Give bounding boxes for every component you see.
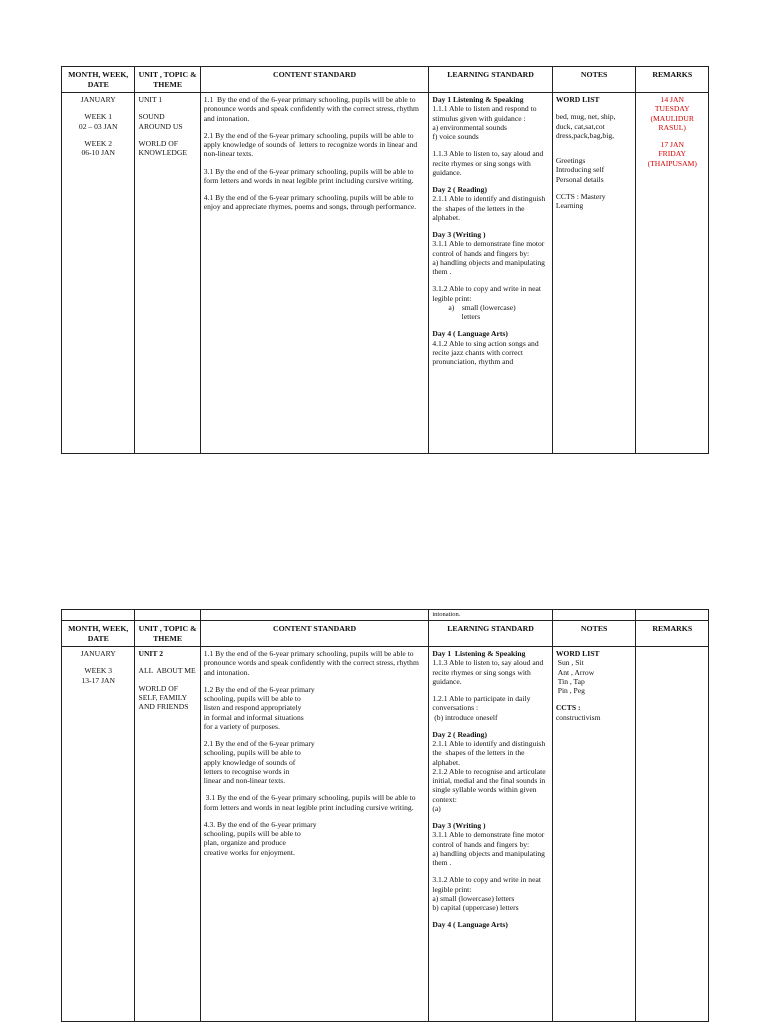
content-standard-cell bbox=[200, 647, 429, 1022]
topic-label: ALL ABOUT ME bbox=[138, 666, 196, 676]
date-range: 06-10 JAN bbox=[81, 148, 115, 157]
header-row bbox=[62, 621, 709, 647]
header-month: MONTH, WEEK, DATE bbox=[62, 621, 135, 647]
learning-standard-item: Day 1 Listening & Speaking bbox=[432, 95, 524, 104]
content-standard-item: 4.1 By the end of the 6-year primary schooling, pupils will be able to enjoy and appreciate rhymes, poems and songs, through performance. bbox=[203, 193, 417, 212]
learning-standard-item: a) handling objects and manipulating them . bbox=[432, 257, 547, 276]
learning-standard-item: Day 2 ( Reading) bbox=[432, 729, 487, 739]
content-standard-item: plan, organize and produce bbox=[203, 838, 286, 848]
unit-topic-cell bbox=[135, 93, 200, 454]
month-week-cell bbox=[62, 647, 135, 1022]
notes-item: Personal details bbox=[555, 174, 604, 184]
remarks-cell bbox=[636, 647, 709, 1022]
content-standard-item: schooling, pupils will be able to bbox=[203, 748, 301, 758]
notes-item: Sun , Sit bbox=[555, 658, 584, 668]
learning-standard-item: 3.1.2 Able to copy and write in neat bbox=[432, 875, 541, 885]
unit-label: UNIT 1 bbox=[138, 95, 163, 104]
content-standard-item: for a variety of purposes. bbox=[203, 721, 280, 731]
header-learning: LEARNING STANDARD bbox=[429, 621, 552, 647]
learning-standard-item: Day 1 Listening & Speaking bbox=[432, 649, 526, 658]
learning-standard-item: 2.1.1 Able to identify and distinguish the shapes of the letters in the alphabet. bbox=[432, 194, 548, 222]
learning-standard-item: b) capital (uppercase) letters bbox=[432, 903, 519, 912]
content-standard-item: 4.3. By the end of the 6-year primary bbox=[203, 819, 317, 829]
week-label: WEEK 2 bbox=[84, 138, 113, 148]
learning-standard-item: a) small (lowercase) bbox=[448, 302, 516, 312]
learning-standard-item: legible print: bbox=[432, 884, 472, 894]
learning-standard-item: 3.1.1 Able to demonstrate fine motor bbox=[432, 830, 545, 840]
learning-standard-item: 4.1.2 Able to sing action songs and bbox=[432, 338, 539, 348]
lesson-plan-table-2 bbox=[61, 609, 709, 1022]
learning-standard-item: letters bbox=[448, 312, 481, 321]
date-range: 13-17 JAN bbox=[81, 675, 115, 685]
learning-standard-item: (b) introduce oneself bbox=[432, 712, 498, 722]
header-learning: LEARNING STANDARD bbox=[429, 67, 552, 93]
header-content: CONTENT STANDARD bbox=[200, 621, 429, 647]
notes-item: constructivism bbox=[555, 712, 601, 722]
learning-standard-item: 1.1.3 Able to listen to, say aloud and recite rhymes or sing songs with guidance. bbox=[432, 149, 546, 177]
learning-standard-item: Day 3 (Writing ) bbox=[432, 821, 486, 830]
header-remarks: REMARKS bbox=[636, 621, 709, 647]
notes-item: CCTS : Mastery Learning bbox=[555, 191, 608, 210]
learning-standard-item: 2.1.1 Able to identify and distinguish the shapes of the letters in the bbox=[432, 739, 548, 758]
header-unit: UNIT , TOPIC & THEME bbox=[135, 67, 200, 93]
content-standard-item: in formal and informal situations bbox=[203, 712, 304, 722]
learning-standard-item: Day 4 ( Language Arts) bbox=[432, 329, 508, 339]
header-notes: NOTES bbox=[552, 67, 636, 93]
remark-item: 17 JAN bbox=[660, 140, 684, 149]
content-standard-item: creative works for enjoyment. bbox=[203, 847, 295, 857]
week-label: WEEK 3 bbox=[84, 666, 113, 676]
notes-cell bbox=[552, 647, 636, 1022]
header-notes: NOTES bbox=[552, 621, 636, 647]
learning-standard-item: f) voice sounds bbox=[432, 132, 479, 141]
content-standard-item: letters to recognise words in bbox=[203, 766, 290, 776]
header-unit: UNIT , TOPIC & THEME bbox=[135, 621, 200, 647]
month: JANUARY bbox=[80, 649, 116, 658]
learning-standard-item: 1.2.1 Able to participate in daily conversations : bbox=[432, 694, 533, 713]
notes-item: bed, mug, net, ship, duck, cat,sat,cot dress,pack,bag,big, bbox=[555, 112, 618, 140]
notes-item: WORD LIST bbox=[555, 649, 600, 658]
learning-standard-item: (a) bbox=[432, 803, 441, 813]
remark-item: TUESDAY bbox=[654, 104, 690, 114]
learning-standard-item: alphabet. bbox=[432, 757, 460, 767]
table-row bbox=[62, 647, 709, 1022]
header-month: MONTH, WEEK, DATE bbox=[62, 67, 135, 93]
learning-standard-item: 1.1.3 Able to listen to, say aloud and recite rhymes or sing songs with guidance. bbox=[432, 658, 546, 686]
remarks-cell bbox=[636, 93, 709, 454]
learning-standard-item: a) handling objects and manipulating them . bbox=[432, 848, 547, 867]
content-standard-item: 3.1 By the end of the 6-year primary schooling, pupils will be able to form letters and words in neat legible print including cursive writing. bbox=[203, 166, 416, 185]
theme-label: WORLD OF KNOWLEDGE bbox=[138, 138, 187, 157]
content-standard-item: 2.1 By the end of the 6-year primary schooling, pupils will be able to apply knowledge of sounds of letters to recognize words in linear and non-linear texts. bbox=[203, 130, 420, 159]
content-standard-item: schooling, pupils will be able to bbox=[203, 829, 301, 838]
learning-standard-item: legible print: bbox=[432, 293, 472, 303]
remark-item: 14 JAN bbox=[660, 95, 684, 104]
unit-label: UNIT 2 bbox=[138, 649, 164, 658]
carryover-row bbox=[62, 610, 709, 621]
learning-standard-item: recite jazz chants with correct pronunciation, rhythm and bbox=[432, 347, 525, 366]
learning-standard-cell bbox=[429, 647, 552, 1022]
remark-item: FRIDAY bbox=[658, 149, 687, 159]
learning-standard-item: a) small (lowercase) letters bbox=[432, 893, 515, 903]
content-standard-item: linear and non-linear texts. bbox=[203, 776, 286, 785]
learning-standard-item: control of hands and fingers by: bbox=[432, 248, 530, 258]
month-week-cell bbox=[62, 93, 135, 454]
learning-standard-item: control of hands and fingers by: bbox=[432, 839, 530, 849]
week-label: WEEK 1 bbox=[84, 112, 113, 122]
learning-standard-item: 3.1.2 Able to copy and write in neat bbox=[432, 284, 541, 294]
unit-topic-cell bbox=[135, 647, 200, 1022]
learning-standard-item: 3.1.1 Able to demonstrate fine motor bbox=[432, 239, 545, 249]
notes-item: Ant , Arrow bbox=[555, 667, 595, 677]
theme-label: WORLD OF SELF, FAMILY AND FRIENDS bbox=[138, 683, 189, 711]
learning-standard-item: 1.1.1 Able to listen and respond to stimulus given with guidance : bbox=[432, 104, 539, 123]
content-standard-item: 1.1 By the end of the 6-year primary schooling, pupils will be able to pronounce words and speak confidently with the correct stress, rhythm and intonation. bbox=[203, 649, 421, 677]
content-standard-item: schooling, pupils will be able to bbox=[203, 694, 301, 703]
content-standard-cell bbox=[200, 93, 429, 454]
notes-item: Introducing self bbox=[555, 165, 605, 175]
learning-standard-cell bbox=[429, 93, 552, 454]
content-standard-item: 3.1 By the end of the 6-year primary schooling, pupils will be able to form letters and words in neat legible print including cursive writing. bbox=[203, 793, 418, 812]
header-content: CONTENT STANDARD bbox=[200, 67, 429, 93]
topic-label: SOUND AROUND US bbox=[138, 112, 183, 131]
content-standard-item: apply knowledge of sounds of bbox=[203, 757, 296, 767]
notes-item: CCTS : bbox=[555, 703, 581, 713]
learning-standard-item: 2.1.2 Able to recognise and articulate initial, medial and the final sounds in single syllable words within given context: bbox=[432, 766, 548, 804]
remark-item: (THAIPUSAM) bbox=[647, 158, 697, 168]
remark-item: (MAULIDUR RASUL) bbox=[650, 113, 696, 132]
header-remarks: REMARKS bbox=[636, 67, 709, 93]
month: JANUARY bbox=[80, 95, 116, 104]
learning-standard-item: Day 3 (Writing ) bbox=[432, 230, 486, 239]
content-standard-item: 1.1 By the end of the 6-year primary schooling, pupils will be able to pronounce words and speak confidently with the correct stress, rhythm and intonation. bbox=[203, 95, 421, 123]
header-row bbox=[62, 67, 709, 93]
lesson-plan-table-1 bbox=[61, 66, 709, 454]
notes-item: Greetings bbox=[555, 156, 586, 165]
learning-standard-item: Day 2 ( Reading) bbox=[432, 185, 487, 194]
table-row bbox=[62, 93, 709, 454]
notes-item: WORD LIST bbox=[555, 95, 600, 104]
content-standard-item: 1.2 By the end of the 6-year primary bbox=[203, 684, 315, 694]
learning-standard-item: a) environmental sounds bbox=[432, 122, 507, 132]
content-standard-item: 2.1 By the end of the 6-year primary bbox=[203, 739, 315, 748]
notes-item: Pin , Peg bbox=[555, 686, 585, 695]
content-standard-item: listen and respond appropriately bbox=[203, 703, 302, 713]
date-range: 02 – 03 JAN bbox=[78, 121, 118, 131]
learning-standard-item: Day 4 ( Language Arts) bbox=[432, 920, 508, 930]
notes-item: Tin , Tap bbox=[555, 676, 585, 686]
notes-cell bbox=[552, 93, 636, 454]
carryover-text: intonation. bbox=[429, 610, 552, 621]
